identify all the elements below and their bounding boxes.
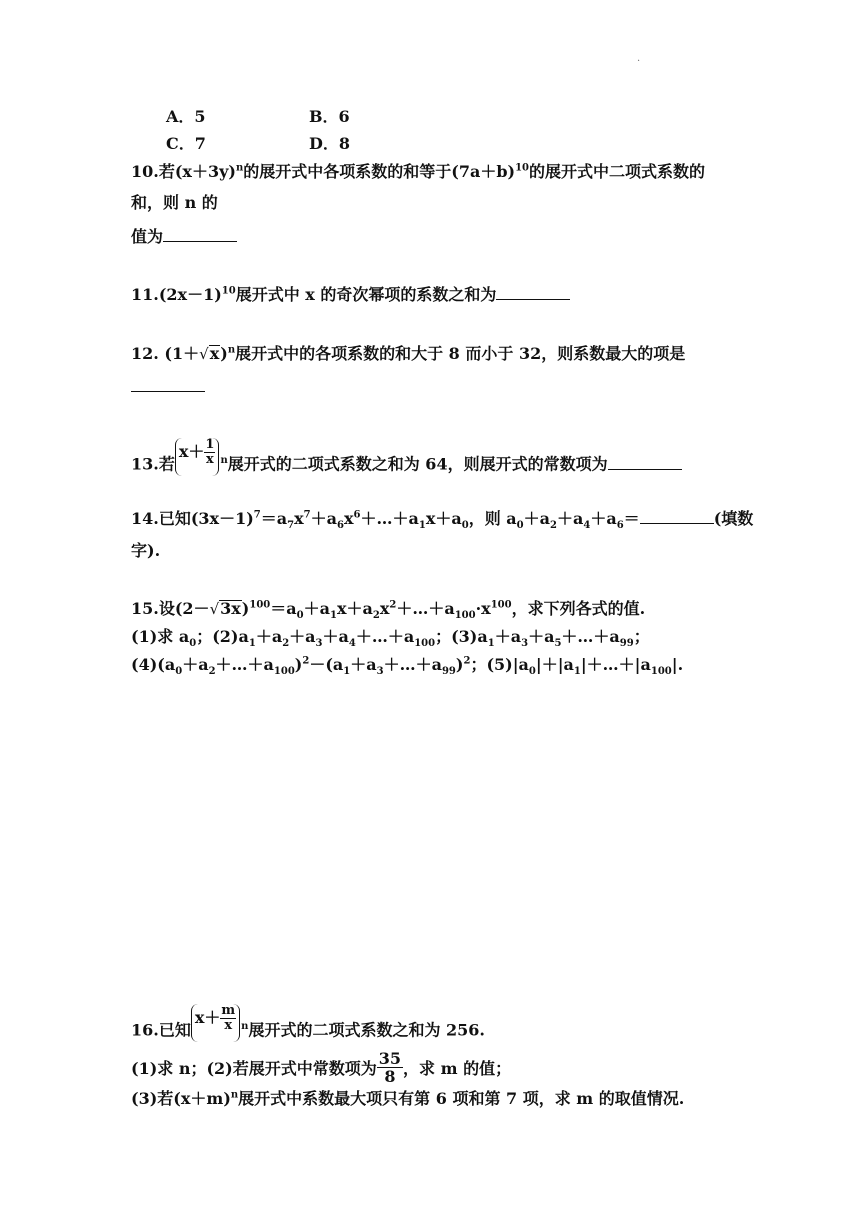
option-a: A．5 (166, 107, 206, 126)
question-12-line-2 (131, 376, 205, 398)
question-14-line-2: 字). (131, 541, 161, 560)
question-15-line-2: (1)求 $a_0$；$(2)a_1+a_2+a_3+a_4+\dots+a_{100}$；$(3)a_1+a_3+a_5+\dots+a_{99}$； (131, 627, 650, 650)
question-14-line-1: 14.已知$(3x-1)^7=a_7x^7+a_6x^6+\dots+a_1x+a_0$，则 $a_0+a_2+a_4+a_6=$ (填数 (131, 509, 754, 532)
page-mark: · (637, 56, 641, 67)
question-10-line-2: 和，则 n 的 (131, 193, 218, 212)
fraction-35-8: $\frac{35}{8}$ (378, 1049, 402, 1086)
answer-blank[interactable] (496, 285, 570, 300)
answer-blank[interactable] (163, 227, 237, 242)
question-11: $11.(2x-1)^{10}$展开式中 x 的奇次幂项的系数之和为 (131, 284, 570, 306)
question-15-line-3: $(4)(a_0+a_2+\dots+a_{100})^2-(a_1+a_3+\dots+a_{99})^2$；$(5)|a_0|+|a_1|+\dots+|a_{100}|$. (131, 655, 684, 678)
option-b: B．6 (309, 107, 350, 126)
question-16-line-1: 16.已知x＋ $\frac{m}{x}$ $^n$展开式的二项式系数之和为 256. (131, 1012, 485, 1050)
answer-blank[interactable] (131, 377, 205, 392)
question-12-line-1: 12. $(1+√x)^n$展开式中的各项系数的和大于 8 而小于 32，则系数最大的项是 (131, 344, 686, 363)
question-10-line-1: 10.若$(x+3y)^n$的展开式中各项系数的和等于$(7a+b)^{10}$的展开式中二项式系数的 (131, 162, 706, 181)
answer-blank[interactable] (608, 455, 682, 470)
question-16-line-3: (3)若$(x+m)^n$展开式中系数最大项只有第 6 项和第 7 项，求 m 的取值情况. (131, 1089, 685, 1108)
fraction: $\frac{m}{x}$ (221, 1003, 236, 1033)
fraction: $\frac{1}{x}$ (205, 437, 215, 467)
question-13: 13.若x＋ $\frac{1}{x}$ $^n$展开式的二项式系数之和为 64，则展开式的常数项为 (131, 446, 682, 484)
option-c: C．7 (166, 134, 206, 153)
question-16-line-2: (1)求 n；(2)若展开式中常数项为 $\frac{35}{8}$ ，求 m 的值； (131, 1049, 512, 1086)
parenthesized-expression: x＋ $\frac{1}{x}$ (175, 438, 220, 476)
answer-blank[interactable] (640, 509, 714, 524)
question-15-line-1: 15.设$(2-√3x)^{100}=a_0+a_1x+a_2x^2+\dots+a_{100}\cdot x^{100}$，求下列各式的值. (131, 599, 646, 622)
question-10-line-3: 值为 (131, 226, 237, 248)
parenthesized-expression: x＋ $\frac{m}{x}$ (191, 1004, 240, 1042)
option-d: D．8 (309, 134, 351, 153)
